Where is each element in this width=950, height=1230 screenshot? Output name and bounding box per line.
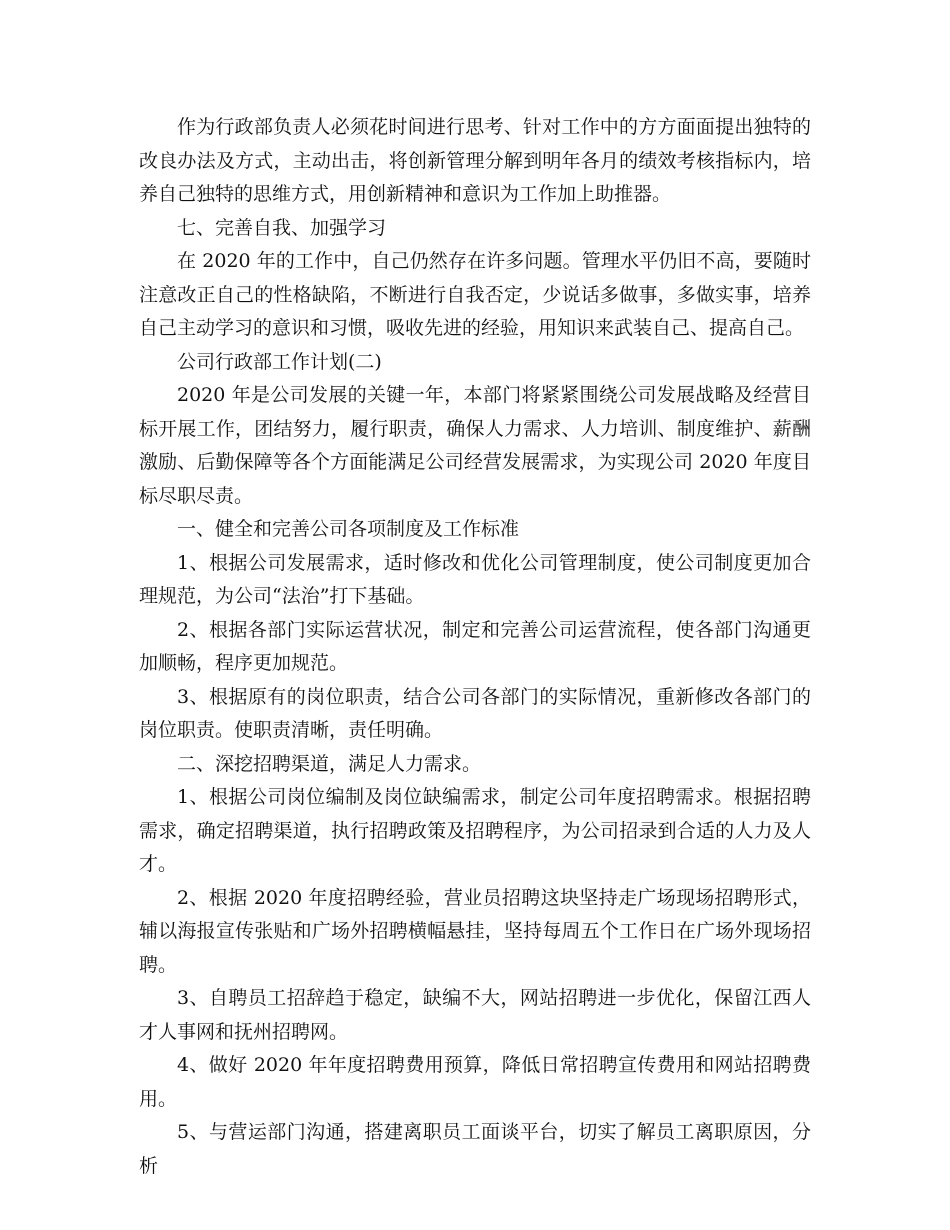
list-item: 5、与营运部门沟通，搭建离职员工面谈平台，切实了解员工离职原因，分析 — [139, 1121, 811, 1177]
list-item: 1、根据公司发展需求，适时修改和优化公司管理制度，使公司制度更加合理规范，为公司“法治”打下基础。 — [139, 551, 811, 607]
list-item: 3、根据原有的岗位职责，结合公司各部门的实际情况，重新修改各部门的岗位职责。使职责清晰，责任明确。 — [139, 685, 811, 741]
body-paragraph: 2020 年是公司发展的关键一年，本部门将紧紧围绕公司发展战略及经营目标开展工作，团结努力，履行职责，确保人力需求、人力培训、制度维护、薪酬激励、后勤保障等各个方面能满足公司经营发展需求，为实现公司 2020 年度目标尽职尽责。 — [139, 384, 811, 507]
list-item: 4、做好 2020 年年度招聘费用预算，降低日常招聘宣传费用和网站招聘费用。 — [139, 1054, 811, 1110]
document-body — [139, 111, 811, 1183]
section-heading: 一、健全和完善公司各项制度及工作标准 — [177, 518, 520, 540]
list-item: 3、自聘员工招辞趋于稳定，缺编不大，网站招聘进一步优化，保留江西人才人事网和抚州招聘网。 — [139, 987, 811, 1043]
list-item: 2、根据 2020 年度招聘经验，营业员招聘这块坚持走广场现场招聘形式，辅以海报宣传张贴和广场外招聘横幅悬挂，坚持每周五个工作日在广场外现场招聘。 — [139, 886, 811, 976]
list-item: 2、根据各部门实际运营状况，制定和完善公司运营流程，使各部门沟通更加顺畅，程序更加规范。 — [139, 618, 811, 674]
body-paragraph: 在 2020 年的工作中，自己仍然存在许多问题。管理水平仍旧不高，要随时注意改正自己的性格缺陷，不断进行自我否定，少说话多做事，多做实事，培养自己主动学习的意识和习惯，吸收先进的经验，用知识来武装自己、提高自己。 — [139, 250, 811, 339]
section-heading: 二、深挖招聘渠道，满足人力需求。 — [177, 752, 482, 775]
document-subtitle: 公司行政部工作计划(二) — [177, 350, 382, 373]
body-paragraph: 作为行政部负责人必须花时间进行思考、针对工作中的方方面面提出独特的改良办法及方式，主动出击，将创新管理分解到明年各月的绩效考核指标内，培养自己独特的思维方式，用创新精神和意识为工作加上助推器。 — [139, 116, 811, 205]
section-heading: 七、完善自我、加强学习 — [177, 216, 387, 239]
list-item: 1、根据公司岗位编制及岗位缺编需求，制定公司年度招聘需求。根据招聘需求，确定招聘渠道，执行招聘政策及招聘程序，为公司招录到合适的人力及人才。 — [139, 786, 811, 875]
